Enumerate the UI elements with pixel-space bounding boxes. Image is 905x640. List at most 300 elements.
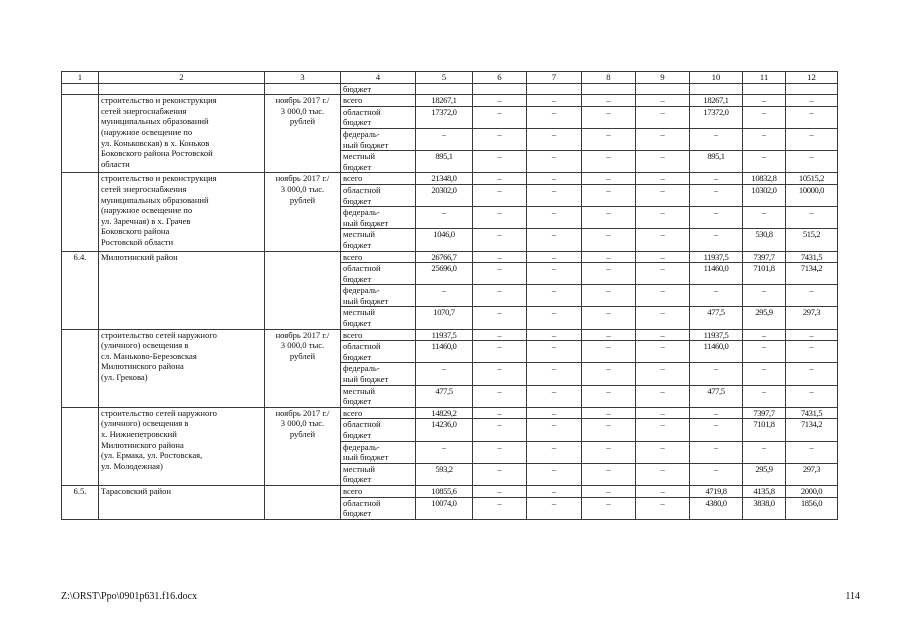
- value-cell: 10302,0: [743, 184, 786, 206]
- project-schedule: [265, 95, 341, 173]
- value-cell: 3838,0: [743, 497, 786, 519]
- text-line: областной: [343, 106, 381, 117]
- value-cell: –: [690, 184, 743, 206]
- value-cell: –: [473, 307, 527, 329]
- value-cell: –: [473, 151, 527, 173]
- value-cell: –: [582, 207, 636, 229]
- value-cell: –: [743, 207, 786, 229]
- value-cell: –: [582, 285, 636, 307]
- section-number: 6.5.: [62, 485, 99, 519]
- value-cell: 530,8: [743, 229, 786, 251]
- value-cell: –: [582, 263, 636, 285]
- table-cell: [690, 83, 743, 95]
- project-description: [99, 485, 265, 519]
- value-cell: 11937,5: [690, 251, 743, 263]
- text-line: 3 000,0 тыс.: [280, 183, 325, 194]
- value-cell: 11937,5: [416, 329, 473, 341]
- text-line: ноябрь 2017 г./: [275, 329, 330, 340]
- text-line: бюджет: [343, 318, 372, 329]
- value-cell: –: [527, 441, 582, 463]
- value-cell: –: [743, 341, 786, 363]
- funding-source: [341, 95, 416, 107]
- funding-source: [341, 441, 416, 463]
- value-cell: 4135,8: [743, 485, 786, 497]
- value-cell: –: [473, 251, 527, 263]
- value-cell: –: [786, 385, 838, 407]
- value-cell: –: [786, 341, 838, 363]
- text-line: рублей: [289, 116, 316, 127]
- value-cell: –: [786, 95, 838, 107]
- value-cell: –: [582, 151, 636, 173]
- table-cell: [473, 83, 527, 95]
- value-cell: 2000,0: [786, 485, 838, 497]
- value-cell: –: [690, 407, 743, 419]
- value-cell: –: [582, 229, 636, 251]
- text-line: бюджет: [343, 430, 372, 440]
- text-line: местный: [343, 463, 376, 474]
- funding-source: [341, 263, 416, 285]
- value-cell: 17372,0: [690, 106, 743, 128]
- funding-source: [341, 173, 416, 185]
- value-cell: 593,2: [416, 463, 473, 485]
- value-cell: –: [582, 385, 636, 407]
- text-line: Тарасовский район: [101, 485, 172, 496]
- value-cell: –: [743, 128, 786, 150]
- value-cell: –: [690, 207, 743, 229]
- text-line: бюджет: [343, 273, 372, 284]
- value-cell: –: [527, 251, 582, 263]
- value-cell: 295,9: [743, 463, 786, 485]
- value-cell: –: [582, 363, 636, 385]
- text-line: федераль-: [343, 285, 380, 296]
- text-line: областной: [343, 341, 381, 352]
- value-cell: –: [473, 263, 527, 285]
- value-cell: –: [636, 173, 690, 185]
- value-cell: –: [527, 329, 582, 341]
- table-cell: [582, 83, 636, 95]
- value-cell: –: [743, 363, 786, 385]
- funding-source: [341, 184, 416, 206]
- text-line: областной: [343, 419, 381, 430]
- value-cell: –: [636, 184, 690, 206]
- value-cell: –: [636, 385, 690, 407]
- column-header: 2: [99, 72, 265, 84]
- value-cell: –: [527, 173, 582, 185]
- text-line: бюджет: [343, 117, 372, 128]
- value-cell: –: [527, 128, 582, 150]
- funding-source: [341, 151, 416, 173]
- value-cell: 10855,6: [416, 485, 473, 497]
- text-line: (ул. Грекова): [101, 372, 148, 383]
- section-number: [62, 407, 99, 485]
- value-cell: –: [786, 441, 838, 463]
- project-schedule: [265, 329, 341, 407]
- text-line: ный бюджет: [343, 295, 389, 306]
- table-cell: бюджет: [341, 83, 416, 95]
- text-line: Ростовской области: [101, 236, 174, 247]
- value-cell: –: [527, 106, 582, 128]
- value-cell: –: [636, 285, 690, 307]
- funding-source: [341, 106, 416, 128]
- value-cell: –: [636, 485, 690, 497]
- value-cell: –: [527, 497, 582, 519]
- footer-page-number: 114: [845, 591, 860, 602]
- text-line: строительство и реконструкция: [101, 173, 217, 184]
- value-cell: –: [527, 463, 582, 485]
- text-line: бюджет: [343, 474, 372, 485]
- value-cell: 10074,0: [416, 497, 473, 519]
- value-cell: –: [473, 229, 527, 251]
- funding-source: [341, 419, 416, 441]
- project-description: [99, 407, 265, 485]
- value-cell: 1856,0: [786, 497, 838, 519]
- text-line: рублей: [289, 429, 316, 439]
- value-cell: –: [473, 463, 527, 485]
- text-line: федераль-: [343, 441, 380, 452]
- value-cell: –: [636, 207, 690, 229]
- text-line: (уличного) освещения в: [101, 340, 189, 351]
- text-line: бюджет: [343, 161, 372, 172]
- value-cell: –: [473, 441, 527, 463]
- value-cell: 7101,8: [743, 263, 786, 285]
- value-cell: 515,2: [786, 229, 838, 251]
- column-header: 12: [786, 72, 838, 84]
- project-description: [99, 329, 265, 407]
- value-cell: –: [786, 207, 838, 229]
- value-cell: –: [582, 184, 636, 206]
- text-line: Милютинский район: [101, 251, 178, 262]
- value-cell: –: [743, 385, 786, 407]
- text-line: 3 000,0 тыс.: [280, 340, 325, 351]
- value-cell: 20302,0: [416, 184, 473, 206]
- text-line: местный: [343, 229, 376, 240]
- value-cell: –: [473, 385, 527, 407]
- text-line: ный бюджет: [343, 217, 389, 228]
- value-cell: –: [582, 485, 636, 497]
- value-cell: 10515,2: [786, 173, 838, 185]
- section-number: [62, 329, 99, 407]
- text-line: ул. Заречная) в х. Грачев: [101, 215, 191, 226]
- value-cell: 26766,7: [416, 251, 473, 263]
- value-cell: –: [582, 251, 636, 263]
- value-cell: 1070,7: [416, 307, 473, 329]
- value-cell: 11937,5: [690, 329, 743, 341]
- text-line: местный: [343, 385, 376, 396]
- text-line: всего: [343, 95, 363, 106]
- text-line: рублей: [289, 194, 316, 205]
- text-line: бюджет: [343, 508, 372, 519]
- funding-source: [341, 407, 416, 419]
- value-cell: –: [690, 229, 743, 251]
- value-cell: 17372,0: [416, 106, 473, 128]
- value-cell: –: [636, 307, 690, 329]
- value-cell: 7134,2: [786, 263, 838, 285]
- value-cell: –: [636, 341, 690, 363]
- text-line: (наружное освещение по: [101, 205, 193, 216]
- value-cell: –: [473, 407, 527, 419]
- value-cell: –: [582, 128, 636, 150]
- table-row: [62, 485, 838, 497]
- column-header: 11: [743, 72, 786, 84]
- text-line: рублей: [289, 350, 316, 361]
- project-description: [99, 173, 265, 251]
- text-line: всего: [343, 251, 363, 262]
- text-line: всего: [343, 485, 363, 496]
- value-cell: 18267,1: [690, 95, 743, 107]
- value-cell: –: [416, 363, 473, 385]
- value-cell: 11460,0: [690, 341, 743, 363]
- funding-source: [341, 307, 416, 329]
- funding-source: [341, 485, 416, 497]
- value-cell: 7134,2: [786, 419, 838, 441]
- value-cell: –: [690, 441, 743, 463]
- value-cell: –: [527, 307, 582, 329]
- value-cell: –: [527, 419, 582, 441]
- value-cell: –: [527, 151, 582, 173]
- value-cell: –: [786, 128, 838, 150]
- value-cell: –: [582, 463, 636, 485]
- text-line: строительство сетей наружного: [101, 407, 217, 418]
- value-cell: –: [743, 106, 786, 128]
- text-line: строительство сетей наружного: [101, 329, 217, 340]
- funding-source: [341, 229, 416, 251]
- value-cell: 7397,7: [743, 407, 786, 419]
- table-cell: [265, 83, 341, 95]
- value-cell: –: [473, 173, 527, 185]
- value-cell: –: [473, 341, 527, 363]
- value-cell: –: [582, 441, 636, 463]
- project-schedule: [265, 251, 341, 329]
- value-cell: –: [786, 106, 838, 128]
- project-schedule: [265, 485, 341, 519]
- value-cell: –: [690, 463, 743, 485]
- value-cell: –: [636, 463, 690, 485]
- column-header: 4: [341, 72, 416, 84]
- value-cell: –: [636, 128, 690, 150]
- project-schedule: [265, 173, 341, 251]
- text-line: бюджет: [343, 239, 372, 250]
- value-cell: –: [636, 407, 690, 419]
- value-cell: –: [636, 151, 690, 173]
- text-line: федераль-: [343, 207, 380, 218]
- value-cell: –: [473, 184, 527, 206]
- value-cell: –: [636, 95, 690, 107]
- value-cell: –: [473, 329, 527, 341]
- value-cell: –: [636, 363, 690, 385]
- text-line: строительство и реконструкция: [101, 95, 217, 106]
- value-cell: 7431,5: [786, 251, 838, 263]
- value-cell: 477,5: [690, 385, 743, 407]
- text-line: всего: [343, 407, 363, 418]
- column-header: 5: [416, 72, 473, 84]
- text-line: федераль-: [343, 363, 380, 374]
- table-row: [62, 251, 838, 263]
- text-line: х. Нижнепетровский: [101, 429, 177, 439]
- text-line: ул. Коньковская) в х. Коньков: [101, 137, 210, 148]
- value-cell: –: [786, 329, 838, 341]
- value-cell: –: [582, 329, 636, 341]
- value-cell: –: [527, 385, 582, 407]
- value-cell: –: [743, 285, 786, 307]
- value-cell: 25696,0: [416, 263, 473, 285]
- table-cell: [636, 83, 690, 95]
- value-cell: –: [636, 329, 690, 341]
- text-line: областной: [343, 184, 381, 195]
- funding-source: [341, 385, 416, 407]
- value-cell: 1046,0: [416, 229, 473, 251]
- value-cell: –: [582, 106, 636, 128]
- column-header: 8: [582, 72, 636, 84]
- value-cell: 297,3: [786, 307, 838, 329]
- section-number: [62, 95, 99, 173]
- value-cell: –: [786, 363, 838, 385]
- footer-file-path: Z:\ORST\Ppo\0901p631.f16.docx: [61, 591, 198, 602]
- table-cell: [99, 83, 265, 95]
- value-cell: –: [527, 263, 582, 285]
- value-cell: –: [786, 151, 838, 173]
- value-cell: –: [416, 128, 473, 150]
- funding-source: [341, 128, 416, 150]
- value-cell: –: [527, 485, 582, 497]
- funding-source: [341, 251, 416, 263]
- value-cell: 21348,0: [416, 173, 473, 185]
- value-cell: 14829,2: [416, 407, 473, 419]
- value-cell: –: [743, 151, 786, 173]
- value-cell: 295,9: [743, 307, 786, 329]
- table-cell: [62, 83, 99, 95]
- text-line: всего: [343, 329, 363, 340]
- funding-source: [341, 329, 416, 341]
- funding-source: [341, 463, 416, 485]
- value-cell: 18267,1: [416, 95, 473, 107]
- value-cell: –: [416, 285, 473, 307]
- value-cell: –: [527, 207, 582, 229]
- text-line: Боковского района: [101, 226, 170, 237]
- value-cell: 7101,8: [743, 419, 786, 441]
- column-header: 3: [265, 72, 341, 84]
- value-cell: –: [582, 173, 636, 185]
- value-cell: 10000,0: [786, 184, 838, 206]
- value-cell: 7431,5: [786, 407, 838, 419]
- value-cell: –: [582, 497, 636, 519]
- column-header: 9: [636, 72, 690, 84]
- value-cell: –: [690, 285, 743, 307]
- funding-source: [341, 363, 416, 385]
- value-cell: –: [527, 229, 582, 251]
- text-line: областной: [343, 263, 381, 274]
- column-header: 1: [62, 72, 99, 84]
- value-cell: –: [582, 95, 636, 107]
- table-row: [62, 173, 838, 185]
- text-line: муниципальных образований: [101, 194, 209, 205]
- funding-source: [341, 285, 416, 307]
- value-cell: –: [636, 441, 690, 463]
- value-cell: –: [690, 363, 743, 385]
- table-row: [62, 407, 838, 419]
- table-cell: [527, 83, 582, 95]
- value-cell: –: [473, 128, 527, 150]
- project-description: [99, 95, 265, 173]
- value-cell: –: [582, 341, 636, 363]
- value-cell: –: [743, 329, 786, 341]
- value-cell: –: [527, 184, 582, 206]
- table-row: [62, 329, 838, 341]
- value-cell: –: [473, 95, 527, 107]
- funding-source: [341, 497, 416, 519]
- value-cell: –: [636, 419, 690, 441]
- text-line: 3 000,0 тыс.: [280, 418, 325, 429]
- value-cell: –: [690, 173, 743, 185]
- text-line: сл. Маньково-Березовская: [101, 350, 197, 361]
- value-cell: –: [473, 285, 527, 307]
- table-cell: [786, 83, 838, 95]
- text-line: ул. Молодежная): [101, 460, 163, 471]
- value-cell: –: [636, 263, 690, 285]
- value-cell: –: [527, 407, 582, 419]
- text-line: местный: [343, 151, 376, 162]
- text-line: бюджет: [343, 195, 372, 206]
- value-cell: –: [690, 128, 743, 150]
- text-line: Милютинского района: [101, 361, 184, 372]
- value-cell: –: [527, 363, 582, 385]
- text-line: Милютинского района: [101, 439, 184, 450]
- value-cell: 4380,0: [690, 497, 743, 519]
- value-cell: –: [473, 497, 527, 519]
- text-line: сетей энергоснабжения: [101, 183, 187, 194]
- value-cell: 4719,8: [690, 485, 743, 497]
- project-schedule: [265, 407, 341, 485]
- value-cell: 477,5: [416, 385, 473, 407]
- value-cell: –: [636, 229, 690, 251]
- value-cell: 895,1: [690, 151, 743, 173]
- text-line: области: [101, 158, 130, 169]
- value-cell: 11460,0: [690, 263, 743, 285]
- text-line: (уличного) освещения в: [101, 418, 189, 429]
- text-line: ный бюджет: [343, 452, 389, 463]
- text-line: областной: [343, 497, 381, 508]
- value-cell: 297,3: [786, 463, 838, 485]
- value-cell: –: [582, 407, 636, 419]
- text-line: федераль-: [343, 128, 380, 139]
- value-cell: –: [416, 441, 473, 463]
- text-line: ный бюджет: [343, 374, 389, 385]
- value-cell: –: [582, 307, 636, 329]
- text-line: ноябрь 2017 г./: [275, 95, 330, 106]
- text-line: ноябрь 2017 г./: [275, 407, 330, 418]
- column-header: 10: [690, 72, 743, 84]
- value-cell: –: [582, 419, 636, 441]
- text-line: Боковского района Ростовской: [101, 148, 213, 159]
- value-cell: –: [636, 106, 690, 128]
- budget-table: [61, 71, 838, 520]
- text-line: бюджет: [343, 396, 372, 407]
- value-cell: –: [416, 207, 473, 229]
- value-cell: 7397,7: [743, 251, 786, 263]
- value-cell: –: [473, 485, 527, 497]
- text-line: всего: [343, 173, 363, 184]
- value-cell: –: [636, 251, 690, 263]
- text-line: сетей энергоснабжения: [101, 105, 187, 116]
- value-cell: –: [743, 95, 786, 107]
- section-number: 6.4.: [62, 251, 99, 329]
- value-cell: 895,1: [416, 151, 473, 173]
- text-line: (ул. Ермака, ул. Ростовская,: [101, 450, 203, 461]
- value-cell: –: [473, 106, 527, 128]
- value-cell: –: [527, 95, 582, 107]
- section-number: [62, 173, 99, 251]
- value-cell: –: [636, 497, 690, 519]
- value-cell: –: [473, 363, 527, 385]
